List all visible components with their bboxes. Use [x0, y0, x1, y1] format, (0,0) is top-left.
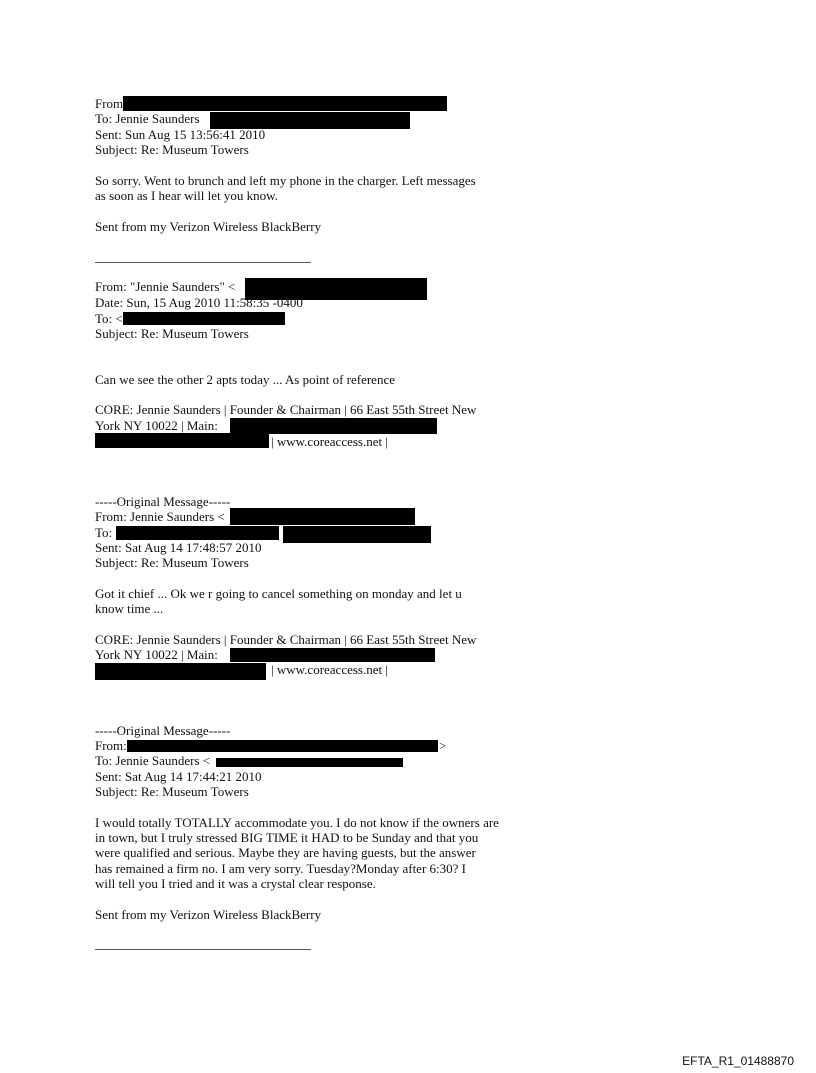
email3-to: To:: [95, 525, 113, 540]
separator-rule: [95, 262, 311, 263]
email4-subject: Subject: Re: Museum Towers: [95, 784, 249, 799]
email3-body-line-1: Got it chief ... Ok we r going to cancel something on monday and let u: [95, 586, 462, 601]
redaction-bar: [95, 663, 266, 680]
redaction-bar: [123, 312, 285, 325]
email2-from: From: "Jennie Saunders" <: [95, 279, 236, 294]
email1-to: To: Jennie Saunders: [95, 111, 200, 126]
email2-date: Date: Sun, 15 Aug 2010 11:58:35 -0400: [95, 295, 303, 310]
redaction-bar: [116, 526, 279, 540]
redaction-bar: [127, 740, 438, 752]
document-id: EFTA_R1_01488870: [682, 1053, 794, 1068]
email2-to: To: <: [95, 311, 123, 326]
email4-to: To: Jennie Saunders <: [95, 753, 211, 768]
email4-from-end: >: [439, 738, 447, 753]
redaction-bar: [230, 508, 415, 525]
email2-core-line-2: York NY 10022 | Main:: [95, 418, 218, 433]
email2-core-line-1: CORE: Jennie Saunders | Founder & Chairman | 66 East 55th Street New: [95, 402, 477, 417]
email1-from: From: [95, 96, 124, 111]
email4-from: From:: [95, 738, 127, 753]
email1-subject: Subject: Re: Museum Towers: [95, 142, 249, 157]
email4-body-line-5: will tell you I tried and it was a crystal clear response.: [95, 876, 376, 891]
email2-body: Can we see the other 2 apts today ... As point of reference: [95, 372, 395, 387]
email3-core-line-3: | www.coreaccess.net |: [271, 662, 388, 677]
separator-rule: [95, 949, 311, 950]
email2-subject: Subject: Re: Museum Towers: [95, 326, 249, 341]
email1-body-line-2: as soon as I hear will let you know.: [95, 188, 278, 203]
redaction-bar: [95, 433, 269, 448]
email1-body-line-1: So sorry. Went to brunch and left my phone in the charger. Left messages: [95, 173, 476, 188]
email3-core-line-1: CORE: Jennie Saunders | Founder & Chairman | 66 East 55th Street New: [95, 632, 477, 647]
email3-sent: Sent: Sat Aug 14 17:48:57 2010: [95, 540, 262, 555]
email1-signature: Sent from my Verizon Wireless BlackBerry: [95, 219, 322, 234]
email3-body-line-2: know time ...: [95, 601, 164, 616]
email3-core-line-2: York NY 10022 | Main:: [95, 647, 218, 662]
redaction-bar: [216, 758, 403, 767]
email1-sent: Sent: Sun Aug 15 13:56:41 2010: [95, 127, 266, 142]
redaction-bar: [123, 96, 447, 111]
redaction-bar: [283, 526, 431, 543]
email3-header: -----Original Message-----: [95, 494, 231, 509]
email4-body-line-2: in town, but I truly stressed BIG TIME it HAD to be Sunday and that you: [95, 830, 479, 845]
email4-body-line-4: has remained a firm no. I am very sorry. Tuesday?Monday after 6:30? I: [95, 861, 466, 876]
redaction-bar: [230, 648, 435, 662]
email4-body-line-3: were qualified and serious. Maybe they are having guests, but the answer: [95, 845, 476, 860]
email4-signature: Sent from my Verizon Wireless BlackBerry: [95, 907, 322, 922]
email2-core-line-3: | www.coreaccess.net |: [271, 434, 388, 449]
email3-subject: Subject: Re: Museum Towers: [95, 555, 249, 570]
email4-sent: Sent: Sat Aug 14 17:44:21 2010: [95, 769, 262, 784]
email3-from: From: Jennie Saunders <: [95, 509, 225, 524]
email4-header: -----Original Message-----: [95, 723, 231, 738]
redaction-bar: [230, 418, 437, 434]
email4-body-line-1: I would totally TOTALLY accommodate you. I do not know if the owners are: [95, 815, 499, 830]
